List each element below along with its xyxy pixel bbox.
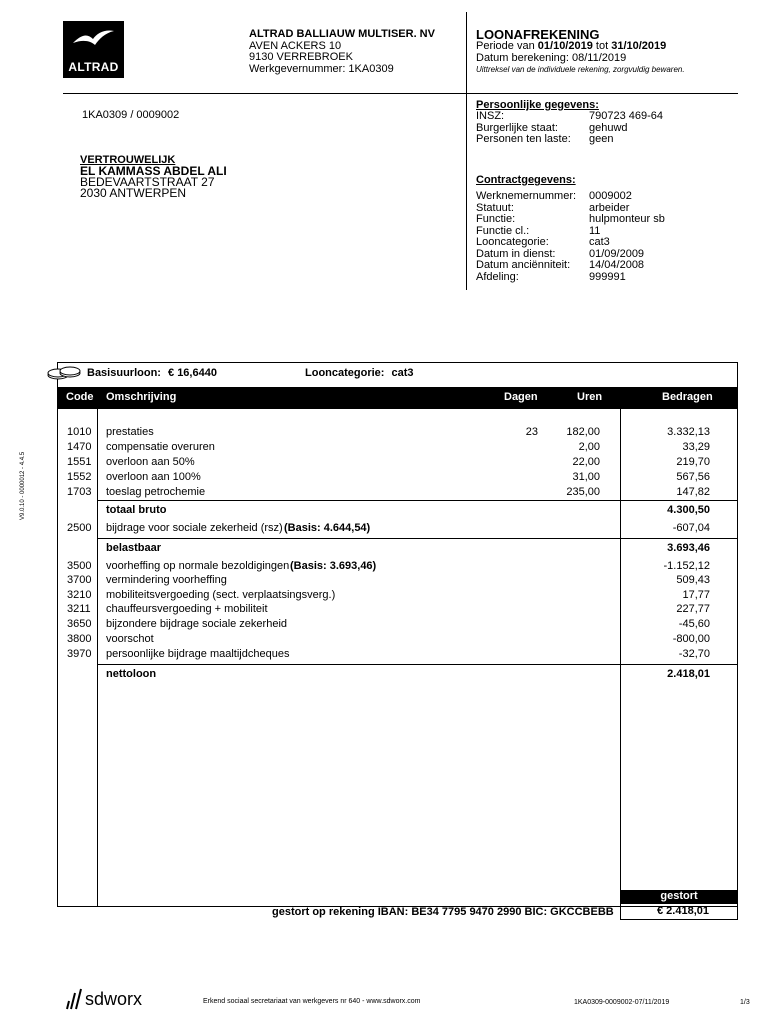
- row-basis: (Basis: 3.693,46): [290, 560, 377, 572]
- period-from: 01/10/2019: [537, 40, 593, 52]
- personal-value: gehuwd: [589, 121, 628, 134]
- row-description: compensatie overuren: [106, 441, 215, 453]
- reference-number: 1KA0309 / 0009002: [82, 109, 180, 121]
- row-amount: 3.332,13: [667, 426, 710, 438]
- confidential-label: VERTROUWELIJK: [80, 154, 176, 166]
- paid-label: gestort: [620, 890, 738, 904]
- contract-row: [476, 260, 665, 272]
- contract-value: 14/04/2008: [589, 259, 645, 271]
- subtotal-line: [97, 664, 738, 665]
- bird-icon: [71, 25, 116, 55]
- row-description: toeslag petrochemie: [106, 486, 206, 498]
- recipient-street: BEDEVAARTSTRAAT 27: [80, 175, 215, 189]
- row-amount: 147,82: [676, 486, 710, 498]
- subtotal-line: [97, 500, 738, 501]
- base-wage: [87, 367, 414, 379]
- personal-key: Burgerlijke staat:: [476, 121, 558, 134]
- contract-key: Werknemernummer:: [476, 190, 577, 202]
- row-description: nettoloon: [106, 668, 157, 680]
- version-text: V9.0.10 - 0000012 - 4.4.5: [20, 451, 26, 520]
- contract-row: [476, 272, 665, 284]
- row-description: voorschot: [106, 633, 154, 645]
- iban-line: gestort op rekening IBAN: BE34 7795 9470 2990 BIC: GKCCBEBB: [272, 906, 614, 918]
- contract-data: [476, 174, 665, 283]
- col-hours: Uren: [577, 391, 603, 403]
- period-to-label: tot: [595, 40, 609, 52]
- row-code: 3700: [67, 574, 92, 586]
- row-code: 2500: [67, 522, 92, 534]
- recipient-city: 2030 ANTWERPEN: [80, 186, 187, 200]
- row-amount: -45,60: [678, 618, 710, 630]
- contract-key: Functie cl.:: [476, 224, 530, 237]
- table-header: [57, 387, 738, 409]
- personal-rows: [476, 111, 663, 146]
- sdworx-text: sdworx: [85, 988, 143, 1009]
- personal-key: INSZ:: [476, 110, 505, 122]
- contract-heading: Contractgegevens:: [476, 174, 576, 186]
- row-code: 1552: [67, 471, 92, 483]
- personal-row: [476, 111, 663, 123]
- contract-row: [476, 214, 665, 226]
- period-to: 31/10/2019: [611, 40, 667, 52]
- employer-name: ALTRAD BALLIAUW MULTISER. NV: [249, 28, 435, 40]
- row-description: chauffeursvergoeding + mobiliteit: [106, 603, 268, 615]
- col-amount: Bedragen: [662, 391, 713, 403]
- row-amount: 33,29: [682, 441, 710, 453]
- contract-value: 01/09/2009: [589, 247, 645, 260]
- row-description: mobiliteitsvergoeding (sect. verplaatsingsverg.): [106, 589, 336, 601]
- row-amount: -800,00: [672, 633, 710, 645]
- footer-middle: Erkend sociaal secretariaat van werkgevers nr 640 - www.sdworx.com: [203, 998, 421, 1005]
- row-code: 1703: [67, 486, 92, 498]
- contract-key: Datum anciënniteit:: [476, 259, 571, 271]
- personal-data: [476, 99, 663, 146]
- row-description: bijdrage voor sociale zekerheid (rsz): [106, 522, 283, 534]
- row-description: prestaties: [106, 426, 154, 438]
- row-code: 1010: [67, 426, 92, 438]
- base-wage-value: € 16,6440: [168, 367, 217, 379]
- column-divider: [620, 409, 621, 890]
- footer-reference: 1KA0309-0009002-07/11/2019: [574, 999, 670, 1006]
- contract-value: 11: [589, 224, 601, 237]
- row-code: 3211: [67, 603, 91, 615]
- contract-key: Datum in dienst:: [476, 247, 556, 260]
- row-amount: 567,56: [676, 471, 710, 483]
- row-hours: 31,00: [572, 471, 600, 483]
- row-amount: 219,70: [676, 456, 710, 468]
- category-group: [305, 367, 414, 379]
- contract-value: hulpmonteur sb: [589, 213, 665, 225]
- recipient-name: EL KAMMASS ABDEL ALI: [80, 164, 227, 178]
- page-number: 1/3: [740, 999, 750, 1006]
- row-code: 3500: [67, 560, 92, 572]
- contract-row: [476, 191, 665, 203]
- contract-value: 0009002: [589, 190, 632, 202]
- recipient-address: [80, 155, 227, 199]
- row-hours: 182,00: [566, 426, 600, 438]
- row-code: 3650: [67, 618, 92, 630]
- row-code: 3210: [67, 589, 92, 601]
- row-description: voorheffing op normale bezoldigingen: [106, 560, 290, 572]
- category-label: Looncategorie:: [305, 367, 385, 379]
- page-title: LOONAFREKENING: [476, 27, 600, 42]
- row-amount: 509,43: [676, 574, 710, 586]
- row-code: 1551: [67, 456, 92, 468]
- contract-rows: [476, 191, 665, 283]
- row-code: 3970: [67, 648, 92, 660]
- row-description: bijzondere bijdrage sociale zekerheid: [106, 618, 288, 630]
- col-days: Dagen: [504, 391, 538, 403]
- sdworx-logo: [65, 987, 142, 1011]
- row-description: overloon aan 100%: [106, 471, 201, 483]
- personal-heading: Persoonlijke gegevens:: [476, 99, 599, 111]
- row-description: belastbaar: [106, 542, 162, 554]
- row-amount: -607,04: [672, 522, 710, 534]
- personal-key: Personen ten laste:: [476, 133, 571, 145]
- contract-value: arbeider: [589, 201, 630, 214]
- employer-street: AVEN ACKERS 10: [249, 39, 342, 52]
- sdworx-mark-icon: [65, 987, 85, 1011]
- row-code: 1470: [67, 441, 92, 453]
- row-description: persoonlijke bijdrage maaltijdcheques: [106, 648, 290, 660]
- row-code: 3800: [67, 633, 92, 645]
- subtotal-line: [97, 538, 738, 539]
- row-hours: 22,00: [572, 456, 600, 468]
- row-description: overloon aan 50%: [106, 456, 195, 468]
- column-divider: [97, 409, 98, 907]
- period-label: Periode van: [476, 40, 535, 52]
- contract-row: [476, 237, 665, 249]
- employer-city: 9130 VERREBROEK: [249, 51, 353, 63]
- row-amount: -1.152,12: [663, 560, 710, 572]
- header-divider-horizontal: [63, 93, 738, 94]
- altrad-logo: [63, 21, 124, 78]
- header-divider-vertical: [466, 12, 467, 290]
- contract-value: cat3: [589, 236, 610, 248]
- row-amount: 2.418,01: [667, 668, 710, 680]
- contract-key: Afdeling:: [476, 270, 519, 283]
- base-wage-label: Basisuurloon:: [87, 367, 161, 379]
- row-description: vermindering voorheffing: [106, 574, 227, 586]
- contract-key: Statuut:: [476, 201, 514, 214]
- contract-key: Functie:: [476, 213, 516, 225]
- employer-block: [249, 29, 435, 75]
- header-note: Uittreksel van de individuele rekening, zorgvuldig bewaren.: [476, 65, 685, 74]
- employer-number: Werkgevernummer: 1KA0309: [249, 62, 394, 75]
- row-amount: 3.693,46: [667, 542, 710, 554]
- personal-value: geen: [589, 133, 614, 145]
- contract-value: 999991: [589, 270, 626, 283]
- personal-row: [476, 134, 663, 146]
- row-amount: 17,77: [682, 589, 710, 601]
- col-description: Omschrijving: [106, 391, 177, 403]
- row-hours: 235,00: [566, 486, 600, 498]
- category-value: cat3: [391, 367, 414, 379]
- calc-date: Datum berekening: 08/11/2019: [476, 51, 627, 64]
- col-code: Code: [66, 391, 94, 403]
- paid-amount: € 2.418,01: [620, 904, 738, 920]
- row-amount: 227,77: [676, 603, 710, 615]
- row-amount: -32,70: [678, 648, 710, 660]
- coins-icon: [46, 364, 82, 382]
- row-description: totaal bruto: [106, 504, 167, 516]
- logo-text: ALTRAD: [68, 60, 119, 74]
- contract-key: Looncategorie:: [476, 236, 549, 248]
- row-hours: 2,00: [578, 441, 600, 453]
- period-block: [476, 41, 685, 76]
- row-days: 23: [525, 426, 538, 438]
- row-basis: (Basis: 4.644,54): [284, 522, 371, 534]
- personal-value: 790723 469-64: [589, 110, 664, 122]
- row-amount: 4.300,50: [667, 504, 710, 516]
